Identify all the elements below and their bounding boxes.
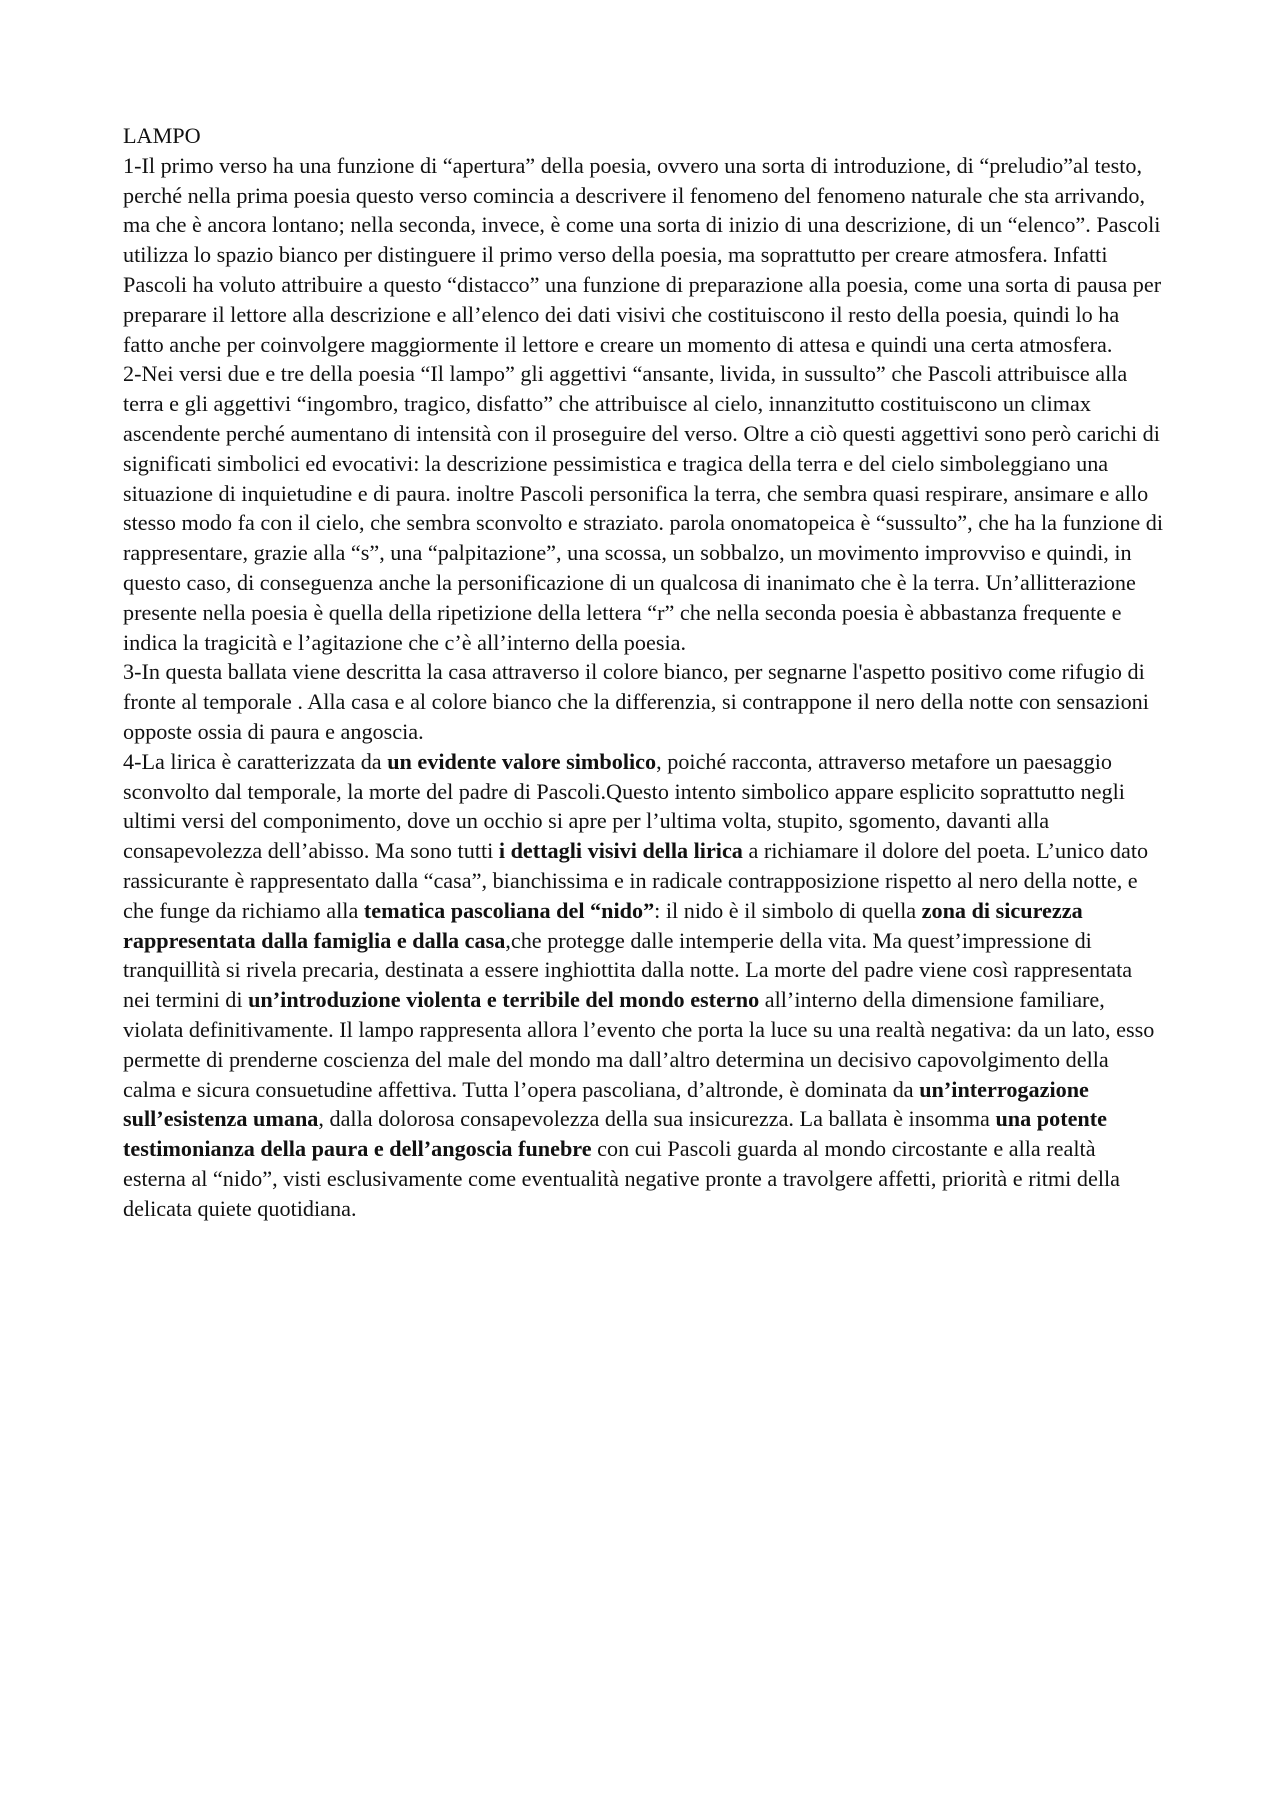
document-title: LAMPO	[123, 123, 201, 148]
text-run: , dalla dolorosa consapevolezza della sua insicurezza. La ballata è insomma	[318, 1106, 996, 1132]
document-body	[123, 121, 1163, 1223]
paragraph-4	[123, 747, 1163, 1224]
text-run: 1-Il primo verso ha una funzione di “apertura” della poesia, ovvero una sorta di introduzione, di “preludio”al testo, perché nella prima poesia questo verso comincia a descrivere il fenomeno del fenomeno naturale che sta arrivando, ma che è ancora lontano; nella seconda, invece, è come una sorta di inizio di una descrizione, di un “elenco”. Pascoli utilizza lo spazio bianco per distinguere il primo verso della poesia, ma soprattutto per creare atmosfera. Infatti Pascoli ha voluto attribuire a questo “distacco” una funzione di preparazione alla poesia, come una sorta di pausa per preparare il lettore alla descrizione e all’elenco dei dati visivi che costituiscono il resto della poesia, quindi lo ha fatto anche per coinvolgere maggiormente il lettore e creare un momento di attesa e quindi una certa atmosfera.	[123, 152, 1162, 357]
paragraph-2	[123, 359, 1163, 657]
text-run: 2-Nei versi due e tre della poesia “Il lampo” gli aggettivi “ansante, livida, in sussulto” che Pascoli attribuisce alla terra e gli aggettivi “ingombro, tragico, disfatto” che attribuisce al cielo, innanzitutto costituiscono un climax ascendente perché aumentano di intensità con il proseguire del verso. Oltre a ciò questi aggettivi sono però carichi di significati simbolici ed evocativi: la descrizione pessimistica e tragica della terra e del cielo simboleggiano una situazione di inquietudine e di paura. inoltre Pascoli personifica la terra, che sembra quasi respirare, ansimare e allo stesso modo fa con il cielo, che sembra sconvolto e straziato. parola onomatopeica è “sussulto”, che ha la funzione di rappresentare, grazie alla “s”, una “palpitazione”, una scossa, un sobbalzo, un movimento improvviso e quindi, in questo caso, di conseguenza anche la personificazione di un qualcosa di inanimato che è la terra. Un’allitterazione presente nella poesia è quella della ripetizione della lettera “r” che nella seconda poesia è abbastanza frequente e indica la tragicità e l’agitazione che c’è all’interno della poesia.	[123, 361, 1164, 655]
paragraph-3	[123, 657, 1163, 746]
text-run: , poiché racconta, attraverso metafore un paesaggio sconvolto dal temporale, la morte del padre di Pascoli.Questo intento simbolico appare esplicito soprattutto negli ultimi versi del componimento, dove un occhio si apre per l’ultima volta, stupito, sgomento, davanti alla consapevolezza dell’abisso. Ma sono tutti	[123, 748, 1125, 864]
bold-text-run: i dettagli visivi della lirica	[498, 838, 743, 864]
text-run: : il nido è il simbolo di quella	[654, 897, 922, 923]
text-run: 4-La lirica è caratterizzata da	[123, 748, 388, 774]
bold-text-run: una potente testimonianza della paura e dell’angoscia funebre	[123, 1106, 1108, 1162]
text-run: con cui Pascoli guarda al mondo circostante e alla realtà esterna al “nido”, visti esclusivamente come eventualità negative pronte a travolgere affetti, priorità e ritmi della delicata quiete quotidiana.	[123, 1136, 1121, 1221]
paragraph-list	[123, 151, 1163, 1224]
paragraph-1	[123, 151, 1163, 360]
text-run: ,che protegge dalle intemperie della vita. Ma quest’impressione di tranquillità si rivela precaria, destinata a essere inghiottita dalla notte. La morte del padre viene così rappresentata nei termini di	[123, 927, 1133, 1013]
bold-text-run: un evidente valore simbolico	[387, 748, 657, 774]
text-run: all’interno della dimensione familiare, violata definitivamente. Il lampo rappresenta allora l’evento che porta la luce su una realtà negativa: da un lato, esso permette di prenderne coscienza del male del mondo ma dall’altro determina un decisivo capovolgimento della calma e sicura consuetudine affettiva. Tutta l’opera pascoliana, d’altronde, è dominata da	[123, 987, 1155, 1102]
bold-text-run: zona di sicurezza rappresentata dalla famiglia e dalla casa	[123, 897, 1083, 953]
text-run: a richiamare il dolore del poeta. L’unico dato rassicurante è rappresentato dalla “casa”, bianchissima e in radicale contrapposizione rispetto al nero della notte, e che funge da richiamo alla	[123, 838, 1149, 923]
bold-text-run: un’interrogazione sull’esistenza umana	[123, 1076, 1089, 1132]
bold-text-run: un’introduzione violenta e terribile del mondo esterno	[248, 987, 760, 1013]
text-run: 3-In questa ballata viene descritta la casa attraverso il colore bianco, per segnarne l'aspetto positivo come rifugio di fronte al temporale . Alla casa e al colore bianco che la differenzia, si contrappone il nero della notte con sensazioni opposte ossia di paura e angoscia.	[123, 659, 1149, 744]
bold-text-run: tematica pascoliana del “nido”	[363, 897, 655, 923]
